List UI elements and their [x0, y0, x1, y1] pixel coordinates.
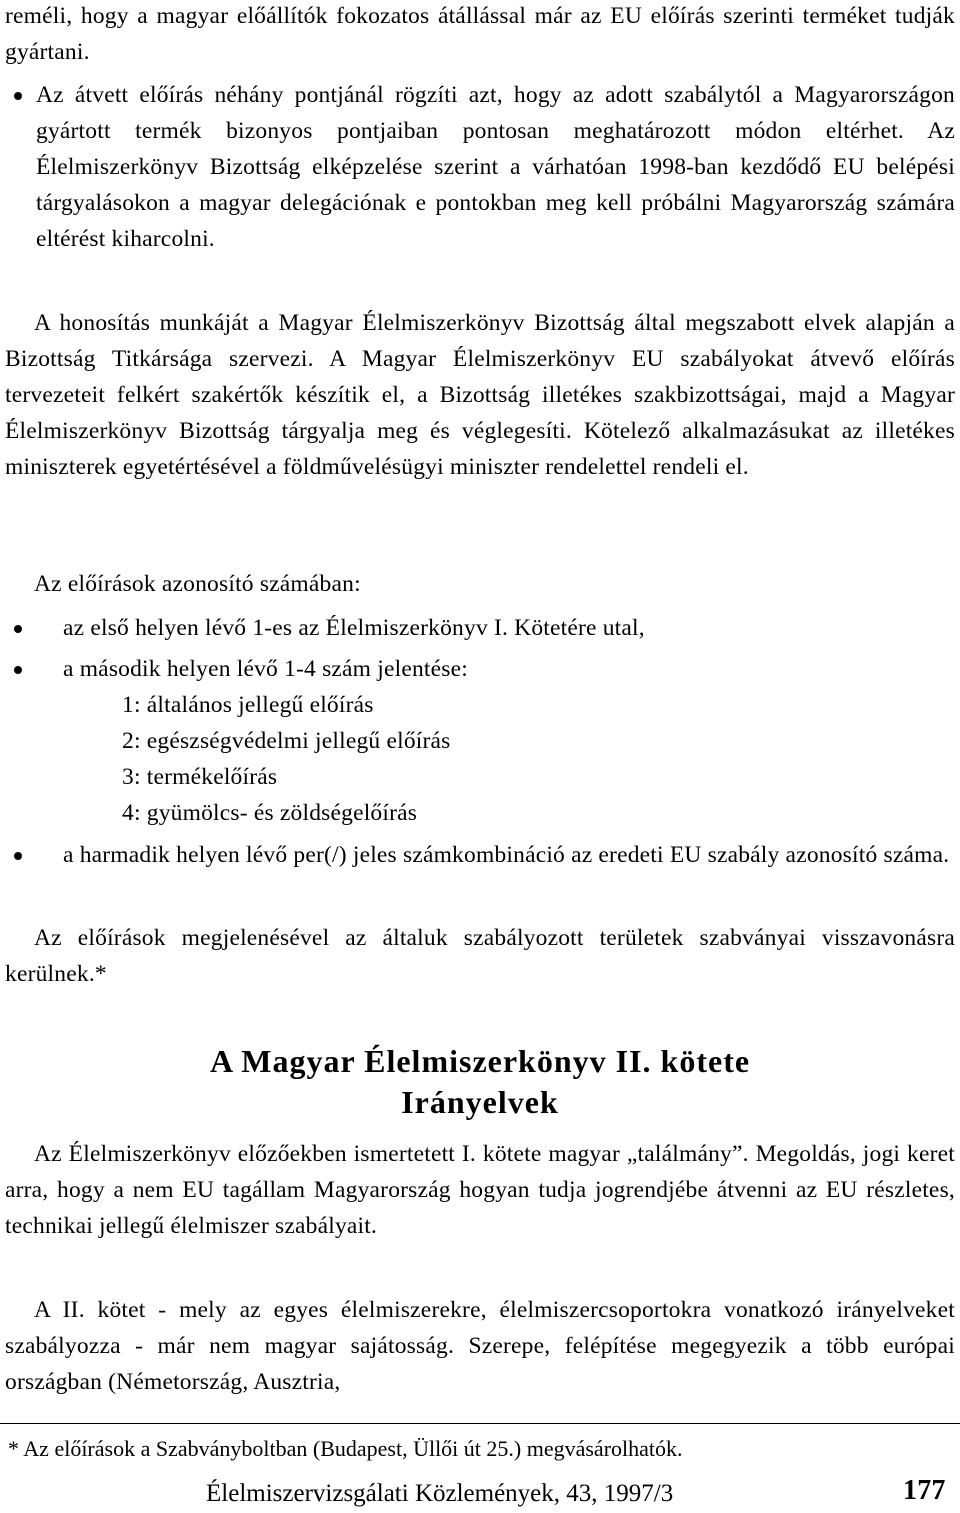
- paragraph-text: A II. kötet - mely az egyes élelmiszerekre, élelmiszercsoportokra vonatkozó irányelveket szabályozza - már nem magyar sajátosság. Szerepe, felépítése megegyezik a több európai országban (Németország, Ausztria,: [5, 1297, 955, 1395]
- section-subheading: Irányelvek: [401, 1084, 559, 1120]
- list-item: 4: gyümölcs- és zöldségelőírás: [122, 800, 418, 826]
- bullet-text: a második helyen lévő 1-4 szám jelentése:: [63, 656, 468, 682]
- paragraph-kotet-2: [5, 1292, 955, 1400]
- bullet-text: a harmadik helyen lévő per(/) jeles számkombináció az eredeti EU szabály azonosító száma.: [63, 842, 950, 868]
- bullet-text: az első helyen lévő 1-es az Élelmiszerkönyv I. Kötetére utal,: [63, 615, 645, 641]
- paragraph-honositas: [5, 305, 955, 485]
- paragraph-kotet-1: [5, 1136, 955, 1244]
- list-item: 2: egészségvédelmi jellegű előírás: [122, 728, 451, 754]
- paragraph-text: A honosítás munkáját a Magyar Élelmiszerkönyv Bizottság által megszabott elvek alapján a Bizottság Titkársága szervezi. A Magyar Élelmiszerkönyv EU szabályokat átvevő előírás tervezeteit felkért szakértők készítik el, a Bizottság illetékes szakbizottságai, majd a Magyar Élelmiszerkönyv Bizottság tárgyalja meg és véglegesíti. Kötelező alkalmazásukat az illetékes miniszterek egyetértésével a földművelésügyi miniszter rendelettel rendeli el.: [5, 310, 955, 480]
- list-item: 1: általános jellegű előírás: [122, 692, 374, 718]
- bullet-icon: [14, 625, 22, 633]
- code-meaning-list: [122, 687, 451, 831]
- bullet-icon: [14, 666, 22, 674]
- paragraph-text: Az előírások megjelenésével az általuk szabályozott területek szabványai visszavonásra kerülnek.*: [5, 925, 955, 987]
- bullet-icon: [14, 852, 22, 860]
- section-heading: A Magyar Élelmiszerkönyv II. kötete: [209, 1043, 751, 1079]
- intro-paragraph: [5, 0, 955, 70]
- paragraph-text: Az előírások azonosító számában:: [34, 571, 361, 597]
- page-number: 177: [903, 1475, 946, 1506]
- list-item: 3: termékelőírás: [122, 764, 278, 790]
- intro-text: reméli, hogy a magyar előállítók fokozatos átállással már az EU előírás szerinti terméket tudják gyártani.: [5, 3, 955, 65]
- paragraph-text: Az Élelmiszerkönyv előzőekben ismertetett I. kötete magyar „találmány”. Megoldás, jogi keret arra, hogy a nem EU tagállam Magyarország hogyan tudja jogrendjébe átvenni az EU részletes, technikai jellegű élelmiszer szabályait.: [5, 1141, 955, 1239]
- bullet-icon: [14, 92, 22, 100]
- journal-footer: Élelmiszervizsgálati Közlemények, 43, 1997/3: [206, 1480, 674, 1507]
- bullet-text: Az átvett előírás néhány pontjánál rögzíti azt, hogy az adott szabálytól a Magyarországon gyártott termék bizonyos pontjaiban pontosan meghatározott módon eltérhet. Az Élelmiszerkönyv Bizottság elképzelése szerint a várhatóan 1998-ban kezdődő EU belépési tárgyalásokon a magyar delegációnak e pontokban meg kell próbálni Magyarország számára eltérést kiharcolni.: [36, 82, 955, 252]
- footnote-divider: [0, 1423, 960, 1424]
- azonosito-intro: [5, 566, 955, 602]
- paragraph-visszavonas: [5, 920, 955, 992]
- footnote: * Az előírások a Szabványboltban (Budapest, Üllői út 25.) megvásárolhatók.: [8, 1436, 683, 1461]
